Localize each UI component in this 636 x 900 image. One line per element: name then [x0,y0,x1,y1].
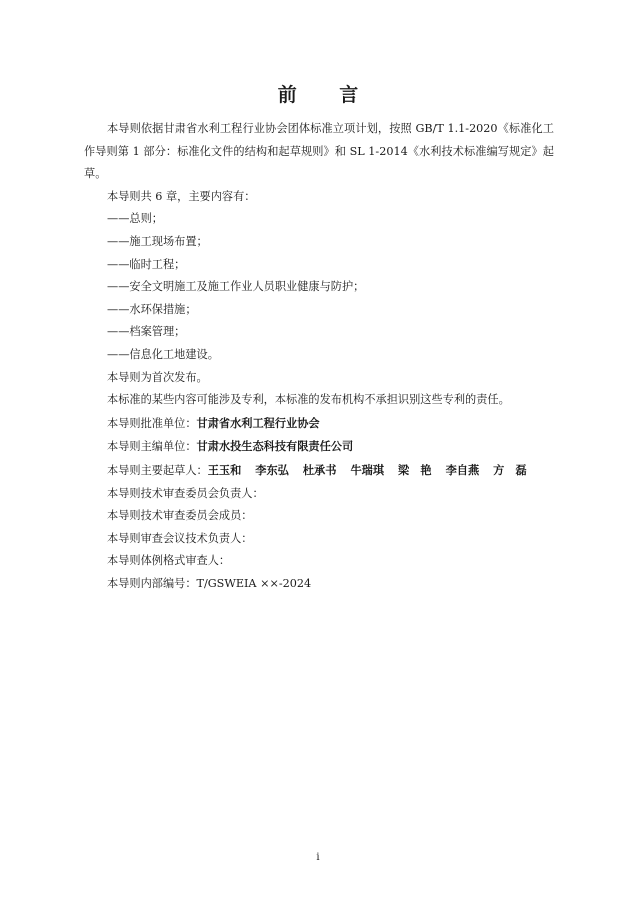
page-title: 前 言 [277,84,377,106]
drafter-name: 王玉和 [207,462,242,477]
editing-unit-line [84,435,554,459]
drafter-name: 牛瑞琪 [350,462,385,477]
chapter-item-general: ——总则； [107,212,163,226]
chapter-item-water-environment: ——水环保措施； [107,302,197,316]
committee-head-line: 本导则技术审查委员会负责人： [107,486,264,500]
chapter-item-site-layout: ——施工现场布置； [107,234,208,248]
chapter-item-archives: ——档案管理； [107,325,186,339]
drafter-name: 梁 艳 [398,462,432,477]
chapter-item-safety-health: ——安全文明施工及施工作业人员职业健康与防护； [107,280,365,294]
chapter-item-temporary-works: ——临时工程； [107,257,186,271]
editing-unit-label: 本导则主编单位： [107,440,197,454]
preface-body [84,118,554,595]
committee-members-line: 本导则技术审查委员会成员： [107,509,253,523]
internal-number-line [84,573,554,596]
intro-paragraph: 本导则依据甘肃省水利工程行业协会团体标准立项计划，按照 GB/T 1.1-2020《标准化工作导则第 1 部分：标准化文件的结构和起草规则》和 SL 1-2014《水利技术标准编写规定》起草。 [84,122,554,181]
approving-unit-line [84,412,554,436]
chapters-intro: 本导则共 6 章，主要内容有： [107,189,256,203]
internal-number-value: T/GSWEIA ××-2024 [196,576,312,590]
drafters-line [84,459,554,483]
drafter-name: 方 磊 [493,462,527,477]
first-release-note: 本导则为首次发布。 [107,370,208,384]
approving-unit-value: 甘肃省水利工程行业协会 [196,415,320,430]
chapter-item-information-site: ——信息化工地建设。 [107,347,219,361]
page-number: i [316,852,320,863]
drafter-name: 李自燕 [445,462,480,477]
approving-unit-label: 本导则批准单位： [107,416,197,430]
drafters-label: 本导则主要起草人： [107,463,208,477]
internal-number-label: 本导则内部编号： [107,576,197,590]
format-reviewer-line: 本导则体例格式审查人： [107,554,231,568]
drafter-name: 李东弘 [255,462,289,477]
drafter-name: 杜承书 [302,462,337,477]
meeting-tech-head-line: 本导则审查会议技术负责人： [107,531,253,545]
patent-notice: 本标准的某些内容可能涉及专利，本标准的发布机构不承担识别这些专利的责任。 [107,393,510,407]
editing-unit-value: 甘肃水投生态科技有限责任公司 [196,439,354,454]
